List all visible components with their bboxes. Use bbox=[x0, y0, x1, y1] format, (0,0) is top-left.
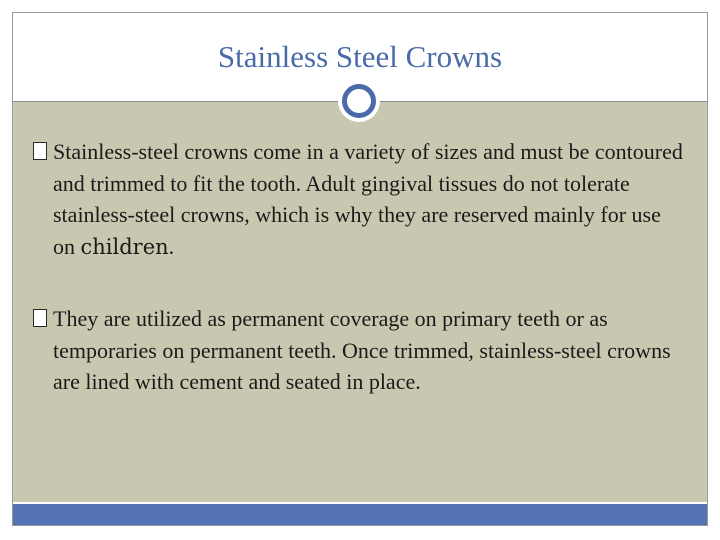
footer-bar bbox=[13, 504, 707, 525]
bullet-emphasis: children bbox=[80, 234, 169, 259]
bullet-text-end: . bbox=[168, 233, 175, 259]
bullet-item bbox=[33, 303, 683, 398]
bullet-text: They are utilized as permanent coverage on primary teeth or as temporaries on permanent teeth. Once trimmed, stainless-steel crowns are lined with cement and seated in place. bbox=[53, 306, 671, 394]
circle-ornament-icon bbox=[342, 84, 376, 118]
slide-title: Stainless Steel Crowns bbox=[217, 39, 503, 74]
slide bbox=[12, 12, 708, 526]
bullet-box-icon bbox=[33, 142, 47, 160]
bullet-item bbox=[33, 136, 683, 263]
content-area bbox=[13, 102, 707, 502]
bullet-box-icon bbox=[33, 309, 47, 327]
bullet-list bbox=[33, 136, 683, 438]
bullet-text: Stainless-steel crowns come in a variety of sizes and must be contoured and trimmed to fit the tooth. Adult gingival tissues do not tolerate stainless-steel crowns, which is why they are reserved mainly for use on bbox=[53, 139, 683, 259]
